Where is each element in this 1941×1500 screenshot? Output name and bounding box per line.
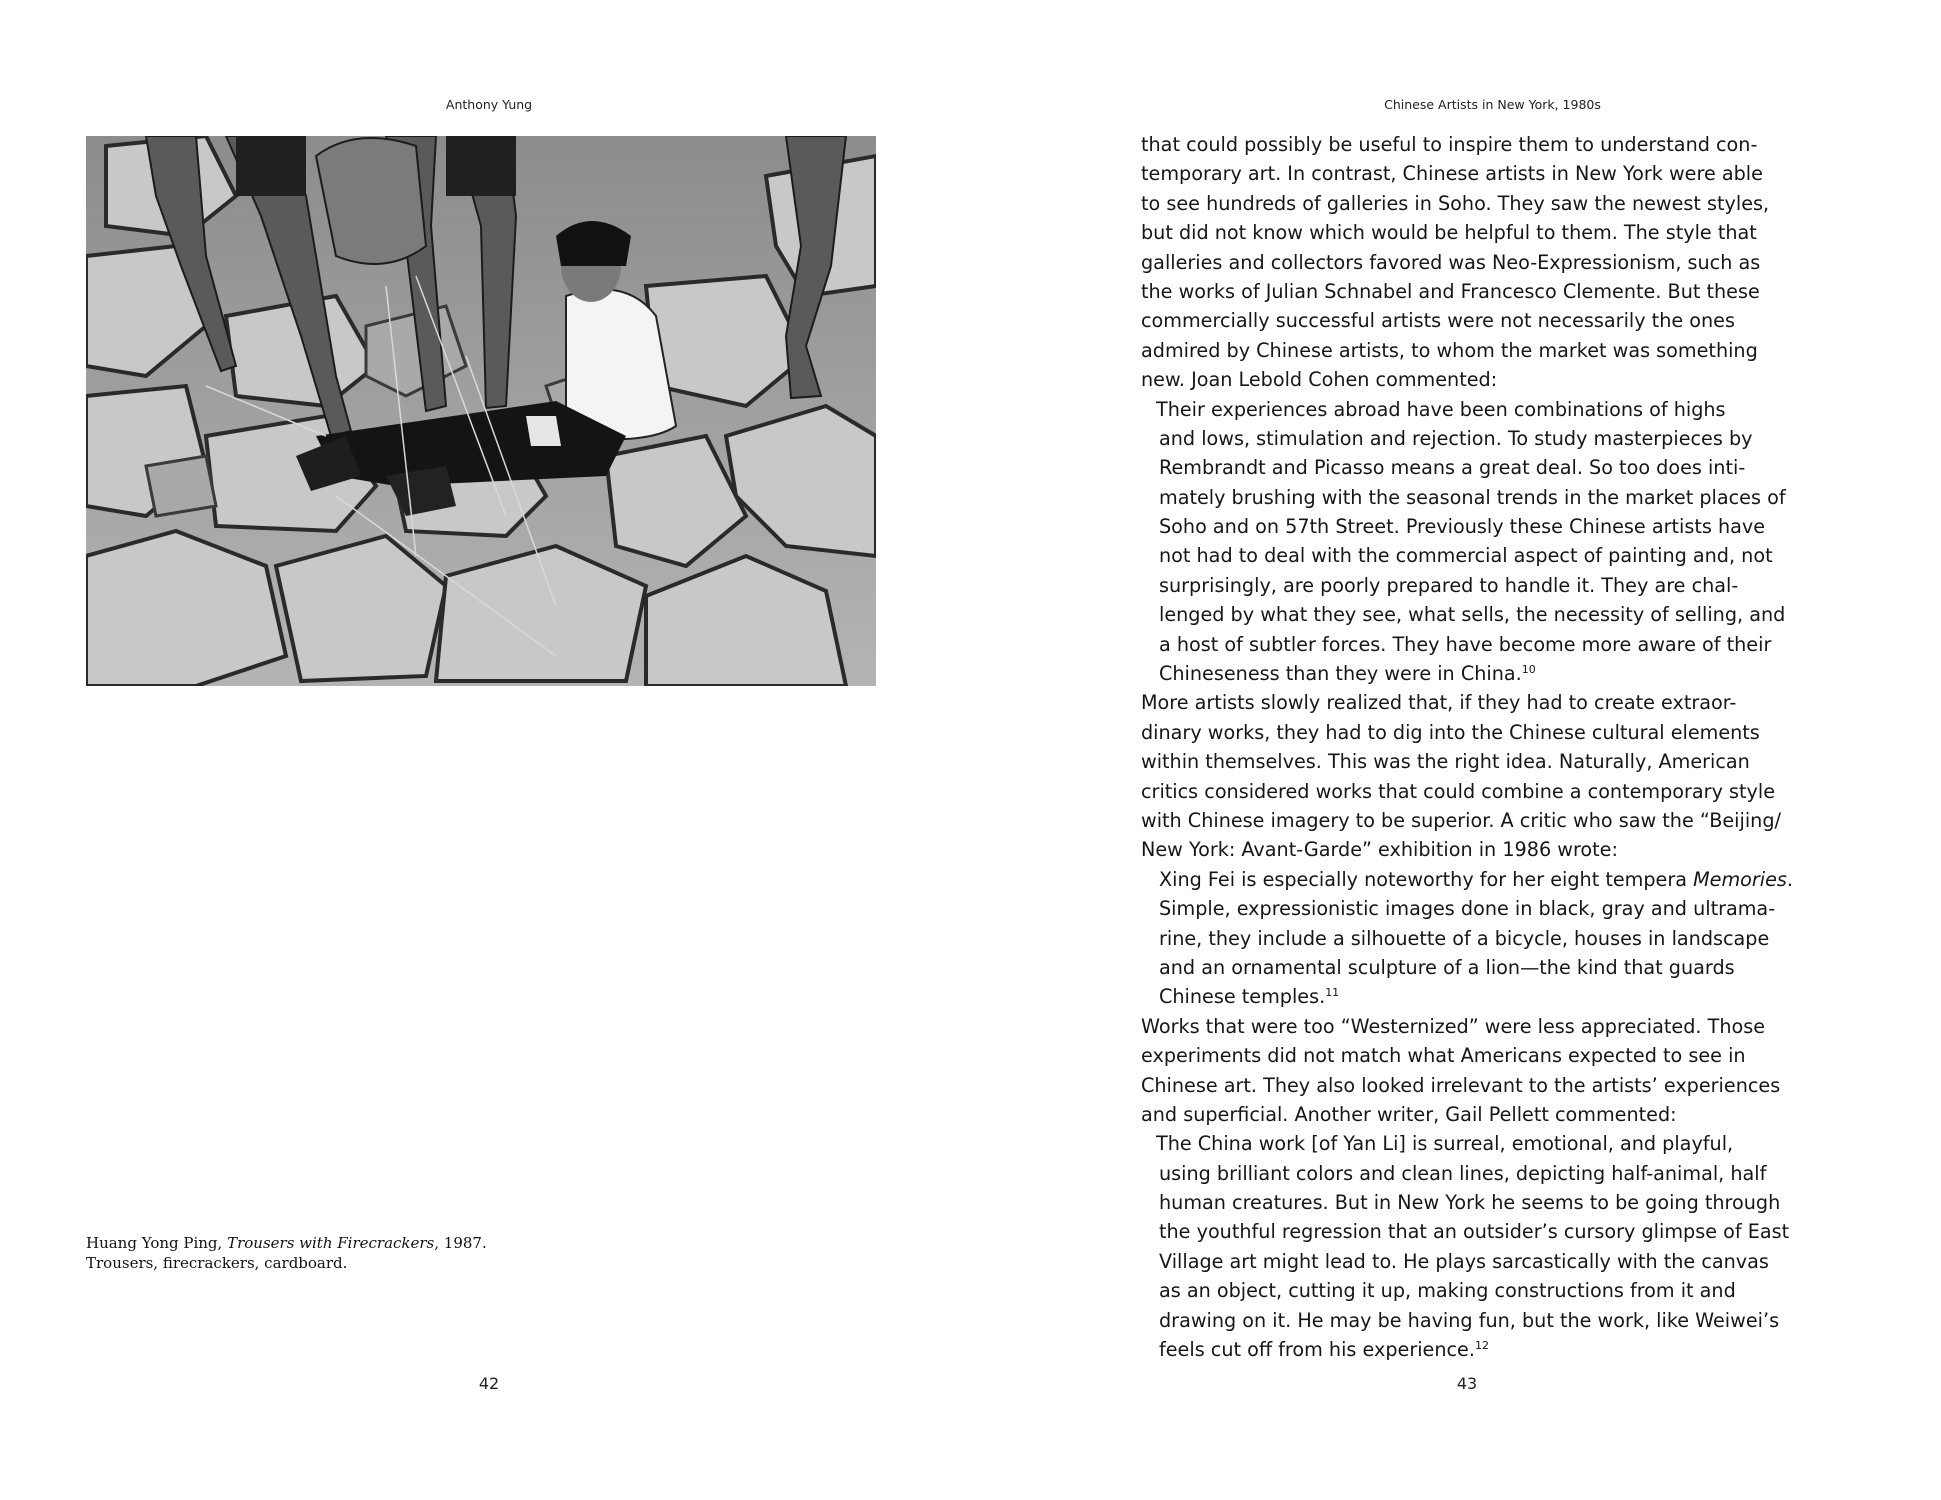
caption-artist: Huang Yong Ping, — [86, 1234, 228, 1252]
quote-line: and lows, stimulation and rejection. To study masterpieces by — [1159, 426, 1753, 450]
paragraph-1 — [1141, 130, 1841, 395]
quote-line: not had to deal with the commercial aspect of painting and, not — [1159, 544, 1773, 568]
text-line: commercially successful artists were not necessarily the ones — [1141, 309, 1735, 333]
quote-line: Village art might lead to. He plays sarcastically with the canvas — [1159, 1249, 1769, 1273]
quote-line: surprisingly, are poorly prepared to handle it. They are chal- — [1159, 573, 1739, 597]
quote-line: mately brushing with the seasonal trends in the market places of — [1159, 485, 1786, 509]
quote-line: Their experiences abroad have been combinations of highs — [1156, 397, 1726, 421]
text-line: experiments did not match what Americans expected to see in — [1141, 1044, 1746, 1068]
quote-line: using brilliant colors and clean lines, depicting half-animal, half — [1159, 1161, 1767, 1185]
text-line: with Chinese imagery to be superior. A critic who saw the “Beijing/ — [1141, 808, 1781, 832]
quote-line: a host of subtler forces. They have become more aware of their — [1159, 632, 1772, 656]
paragraph-2 — [1141, 688, 1841, 864]
quote-line — [1141, 982, 1841, 1011]
footnote-marker[interactable]: 12 — [1474, 1339, 1489, 1353]
text-line: Works that were too “Westernized” were less appreciated. Those — [1141, 1014, 1766, 1038]
caption-materials: Trousers, firecrackers, cardboard. — [86, 1254, 348, 1272]
caption-year: , 1987. — [434, 1234, 487, 1252]
running-head-left: Anthony Yung — [445, 97, 533, 112]
text-line: Chinese art. They also looked irrelevant to the artists’ experiences — [1141, 1073, 1781, 1097]
running-head-right: Chinese Artists in New York, 1980s — [1384, 97, 1601, 112]
quote-text: feels cut off from his experience. — [1159, 1338, 1475, 1362]
quote-text: Chinese temples. — [1159, 985, 1326, 1009]
footnote-marker[interactable]: 11 — [1325, 986, 1340, 1000]
quote-text: Xing Fei is especially noteworthy for her eight tempera — [1159, 867, 1694, 891]
quote-line: human creatures. But in New York he seems to be going through — [1159, 1191, 1781, 1215]
text-line: More artists slowly realized that, if they had to create extraor- — [1141, 691, 1737, 715]
text-line: New York: Avant-Garde” exhibition in 1986 wrote: — [1141, 838, 1618, 862]
text-line: new. Joan Lebold Cohen commented: — [1141, 368, 1498, 392]
footnote-marker[interactable]: 10 — [1521, 663, 1536, 677]
text-line: but did not know which would be helpful to them. The style that — [1141, 221, 1757, 245]
quote-line: the youthful regression that an outsider’s cursory glimpse of East — [1159, 1220, 1790, 1244]
photo-icon — [86, 136, 876, 686]
quote-line: drawing on it. He may be having fun, but the work, like Weiwei’s — [1159, 1308, 1780, 1332]
text-line: dinary works, they had to dig into the Chinese cultural elements — [1141, 720, 1760, 744]
quote-line — [1141, 659, 1841, 688]
quote-line: lenged by what they see, what sells, the necessity of selling, and — [1159, 603, 1786, 627]
photo-caption — [86, 1233, 606, 1273]
quote-line: as an object, cutting it up, making constructions from it and — [1159, 1279, 1736, 1303]
quote-line: and an ornamental sculpture of a lion—the kind that guards — [1159, 955, 1735, 979]
text-line: temporary art. In contrast, Chinese artists in New York were able — [1141, 162, 1763, 186]
text-line: that could possibly be useful to inspire them to understand con- — [1141, 133, 1758, 156]
block-quote-3 — [1141, 1129, 1841, 1364]
page-number-right: 43 — [1456, 1374, 1478, 1393]
text-line: within themselves. This was the right idea. Naturally, American — [1141, 750, 1750, 774]
photograph — [86, 136, 876, 686]
page-number-left: 42 — [478, 1374, 500, 1393]
text-line: critics considered works that could combine a contemporary style — [1141, 779, 1776, 803]
right-page — [970, 0, 1941, 1500]
quote-line: Rembrandt and Picasso means a great deal. So too does inti- — [1159, 456, 1746, 480]
text-line: galleries and collectors favored was Neo-Expressionism, such as — [1141, 250, 1761, 274]
paragraph-3 — [1141, 1012, 1841, 1130]
quote-line: rine, they include a silhouette of a bicycle, houses in landscape — [1159, 926, 1770, 950]
text-line: to see hundreds of galleries in Soho. They saw the newest styles, — [1141, 191, 1770, 215]
text-line: the works of Julian Schnabel and Francesco Clemente. But these — [1141, 279, 1760, 303]
quote-line — [1141, 865, 1841, 894]
quote-line: The China work [of Yan Li] is surreal, emotional, and playful, — [1156, 1132, 1734, 1156]
quote-text: Chineseness than they were in China. — [1159, 662, 1522, 686]
quote-italic-title: Memories — [1693, 867, 1787, 891]
text-line: admired by Chinese artists, to whom the market was something — [1141, 338, 1758, 362]
quote-line: Simple, expressionistic images done in black, gray and ultrama- — [1159, 897, 1776, 921]
block-quote-2 — [1141, 865, 1841, 1012]
quote-line: Soho and on 57th Street. Previously these Chinese artists have — [1159, 515, 1766, 539]
caption-title: Trousers with Firecrackers — [227, 1234, 435, 1252]
left-page — [0, 0, 970, 1500]
block-quote-1 — [1141, 395, 1841, 689]
text-line: and superficial. Another writer, Gail Pellett commented: — [1141, 1102, 1677, 1126]
quote-text: . — [1786, 867, 1793, 891]
quote-line — [1141, 1335, 1841, 1364]
body-text — [1141, 130, 1841, 1364]
